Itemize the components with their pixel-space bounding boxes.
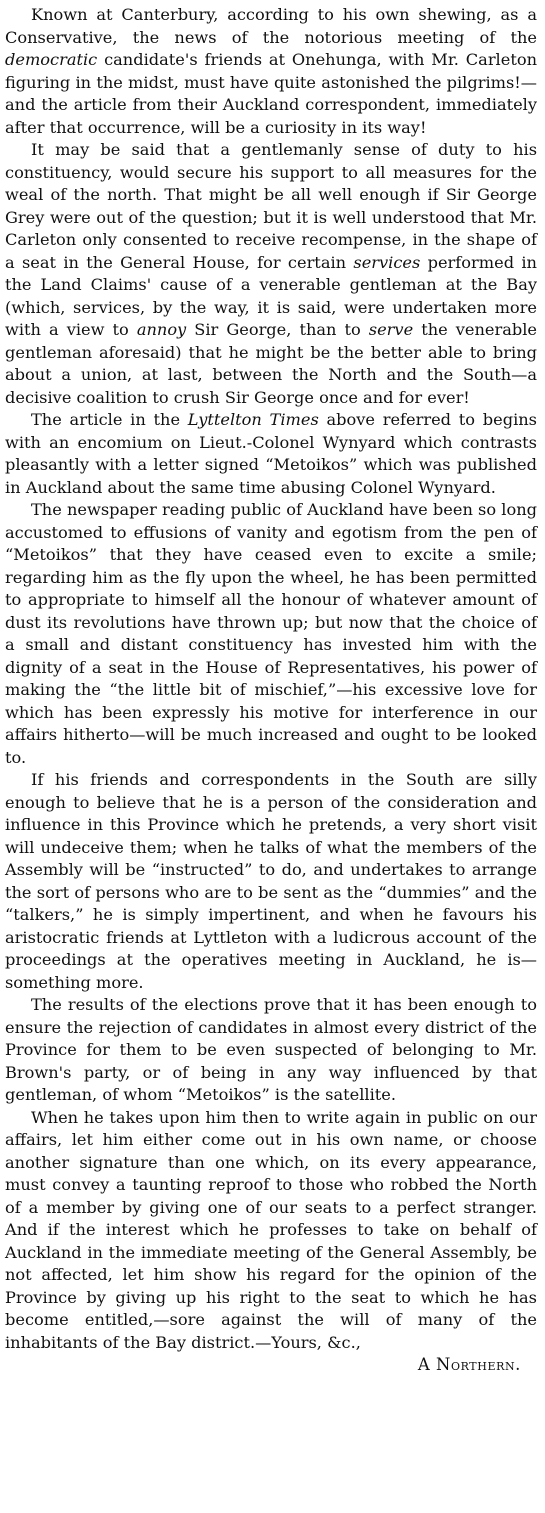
article-paragraph bbox=[5, 139, 537, 409]
text-run: The results of the elections prove that it has been enough to ensure the rejection of candidates in almost every district of the Province for them to be even suspected of belonging to Mr. Brown's party, or of being in any way influenced by that gentleman, of whom “Metoikos” is the satellite. bbox=[5, 995, 537, 1104]
article-paragraph bbox=[5, 994, 537, 1107]
article-body bbox=[5, 4, 537, 1354]
text-run: It may be said that a gentlemanly sense of duty to his constituency, would secure his support to all measures for the weal of the north. That might be all well enough if Sir George Grey were out of the question; but it is well understood that Mr. Carleton only consented to receive recompense, in the shape of a seat in the General House, for certain bbox=[5, 140, 537, 272]
italic-text-run: services bbox=[353, 252, 421, 272]
italic-text-run: serve bbox=[368, 320, 414, 339]
italic-text-run: Lyttelton Times bbox=[187, 410, 319, 429]
text-run: When he takes upon him then to write again in public on our affairs, let him either come out in his own name, or choose another signature than one which, on its every appearance, must convey a taunting reproof to those who robbed the North of a member by giving one of our seats to a perfect stranger. And if the interest which he professes to take on behalf of Auckland in the immediate meeting of the General Assembly, be not affected, let him show his regard for the opinion of the Province by giving up his right to the seat to which he has become entitled,—sore against the will of many of the inhabitants of the Bay district.—Yours, &c., bbox=[5, 1107, 537, 1352]
text-run: Sir George, than to bbox=[186, 320, 369, 339]
italic-text-run: democratic bbox=[5, 50, 98, 69]
text-run: The article in the bbox=[31, 410, 188, 429]
text-run: the venerable gentleman aforesaid) that he might be the better able to bring about a union, at last, between the North and the South—a decisive coalition to crush Sir George once and for ever! bbox=[5, 320, 537, 407]
article-paragraph bbox=[5, 409, 537, 499]
article-paragraph bbox=[5, 769, 537, 994]
text-run: candidate's friends at Onehunga, with Mr. Carleton figuring in the midst, must have quite astonished the pilgrims!—and the article from their Auckland correspondent, immediately after that occurrence, will be a curiosity in its way! bbox=[5, 50, 537, 137]
article-paragraph bbox=[5, 499, 537, 769]
text-run: above referred to begins with an encomium on Lieut.-Colonel Wynyard which contrasts pleasantly with a letter signed “Metoikos” which was published in Auckland about the same time abusing Colonel Wynyard. bbox=[5, 410, 537, 497]
text-run: If his friends and correspondents in the South are silly enough to believe that he is a person of the consideration and influence in this Province which he pretends, a very short visit will undeceive them; when he talks of what the members of the Assembly will be “instructed” to do, and undertakes to arrange the sort of persons who are to be sent as the “dummies” and the “talkers,” he is simply impertinent, and when he favours his aristocratic friends at Lyttleton with a ludicrous account of the proceedings at the operatives meeting in Auckland, he is—something more. bbox=[5, 770, 537, 992]
italic-text-run: annoy bbox=[136, 320, 187, 339]
article-paragraph bbox=[5, 4, 537, 139]
text-run: Known at Canterbury, according to his own shewing, as a Conservative, the news of the notorious meeting of the bbox=[5, 5, 537, 47]
signature: A Northern. bbox=[417, 1355, 521, 1374]
text-run: performed in the Land Claims' cause of a venerable gentleman at the Bay (which, services, by the way, it is said, were undertaken more with a view to bbox=[5, 252, 537, 339]
text-run: The newspaper reading public of Auckland have been so long accustomed to effusions of vanity and egotism from the pen of “Metoikos” that they have ceased even to excite a smile; regarding him as the fly upon the wheel, he has been permitted to appropriate to himself all the honour of whatever amount of dust its revolutions have thrown up; but now that the choice of a small and distant constituency has invested him with the dignity of a seat in the House of Representatives, his power of making the “the little bit of mischief,”—his excessive love for which has been expressly his motive for interference in our affairs hitherto—will be much increased and ought to be looked to. bbox=[5, 500, 537, 767]
article-paragraph bbox=[5, 1107, 537, 1355]
